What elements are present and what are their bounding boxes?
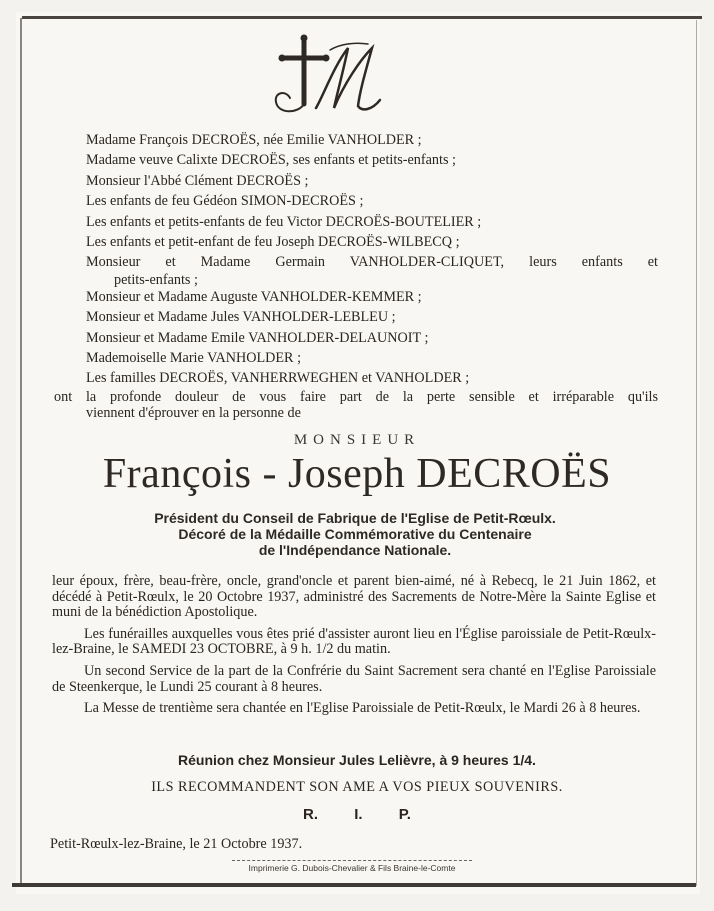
announcement-body <box>52 574 656 723</box>
place-date: Petit-Rœulx-lez-Braine, le 21 Octobre 1937. <box>50 836 303 852</box>
heir-line: Les enfants et petit-enfant de feu Joseph DECROËS-WILBECQ ; <box>86 234 460 251</box>
reunion-note: Réunion chez Monsieur Jules Lelièvre, à 9 heures 1/4. <box>178 752 536 768</box>
bottom-border <box>12 883 696 887</box>
heir-line: Mademoiselle Marie VANHOLDER ; <box>86 350 302 367</box>
heir-line: Les familles DECROËS, VANHERRWEGHEN et VANHOLDER ; <box>86 370 470 387</box>
deceased-titles <box>60 510 650 558</box>
biography-paragraph: leur époux, frère, beau-frère, oncle, grand'oncle et parent bien-aimé, né à Rebecq, le 21 Juin 1862, et décédé à Petit-Rœulx, le 20 Octobre 1937, administré des Sacrements de Notre-Mère la Sainte Eglise et muni de la bénédiction Apostolique. <box>52 573 656 621</box>
heir-line: Monsieur et Madame Germain VANHOLDER-CLIQUET, leurs enfants et <box>86 254 658 271</box>
announcement-line: viennent d'éprouver en la personne de <box>86 404 301 421</box>
heir-line: Madame François DECROËS, née Emilie VANHOLDER ; <box>86 132 422 148</box>
honorific: MONSIEUR <box>293 432 421 448</box>
heir-line: Monsieur et Madame Auguste VANHOLDER-KEMMER ; <box>86 288 422 305</box>
heirs-list <box>54 130 658 421</box>
printer-credit: Imprimerie G. Dubois-Chevalier & Fils Braine-le-Comte <box>248 863 456 873</box>
heir-line: Les enfants et petits-enfants de feu Victor DECROËS-BOUTELIER ; <box>86 213 482 230</box>
title-line: Président du Conseil de Fabrique de l'Eglise de Petit-Rœulx. <box>154 510 556 526</box>
heir-line: Monsieur l'Abbé Clément DECROËS ; <box>86 172 309 189</box>
top-border <box>22 16 702 19</box>
heir-line: Monsieur et Madame Emile VANHOLDER-DELAUNOIT ; <box>86 329 429 346</box>
heir-line: Madame veuve Calixte DECROËS, ses enfants et petits-enfants ; <box>86 152 456 169</box>
mass-paragraph: La Messe de trentième sera chantée en l'Eglise Paroissiale de Petit-Rœulx, le Mardi 26 à 8 heures. <box>84 700 641 717</box>
cross-monogram-icon <box>268 34 398 118</box>
heir-line: petits-enfants ; <box>114 271 198 288</box>
recommendation: ILS RECOMMANDENT SON AME A VOS PIEUX SOUVENIRS. <box>151 779 563 795</box>
announcement-line: ont la profonde douleur de vous faire part de la perte sensible et irréparable qu'ils <box>54 388 658 405</box>
title-line: Décoré de la Médaille Commémorative du Centenaire <box>178 526 532 542</box>
heir-line: Les enfants de feu Gédéon SIMON-DECROËS ; <box>86 193 364 210</box>
heir-line: Monsieur et Madame Jules VANHOLDER-LEBLEU ; <box>86 309 396 326</box>
rip: R. I. P. <box>303 806 411 823</box>
funeral-paragraph: Les funérailles auxquelles vous êtes prié d'assister auront lieu en l'Église paroissiale de Petit-Rœulx-lez-Braine, le SAMEDI 23 OCTOBRE, à 9 h. 1/2 du matin. <box>52 625 656 658</box>
title-line: de l'Indépendance Nationale. <box>258 542 452 558</box>
printer-divider <box>232 860 472 861</box>
deceased-name: François - Joseph DECROËS <box>102 451 612 497</box>
second-service-paragraph: Un second Service de la part de la Confrérie du Saint Sacrement sera chanté en l'Eglise Paroissiale de Steenkerque, le Lundi 25 courant à 8 heures. <box>52 662 656 695</box>
